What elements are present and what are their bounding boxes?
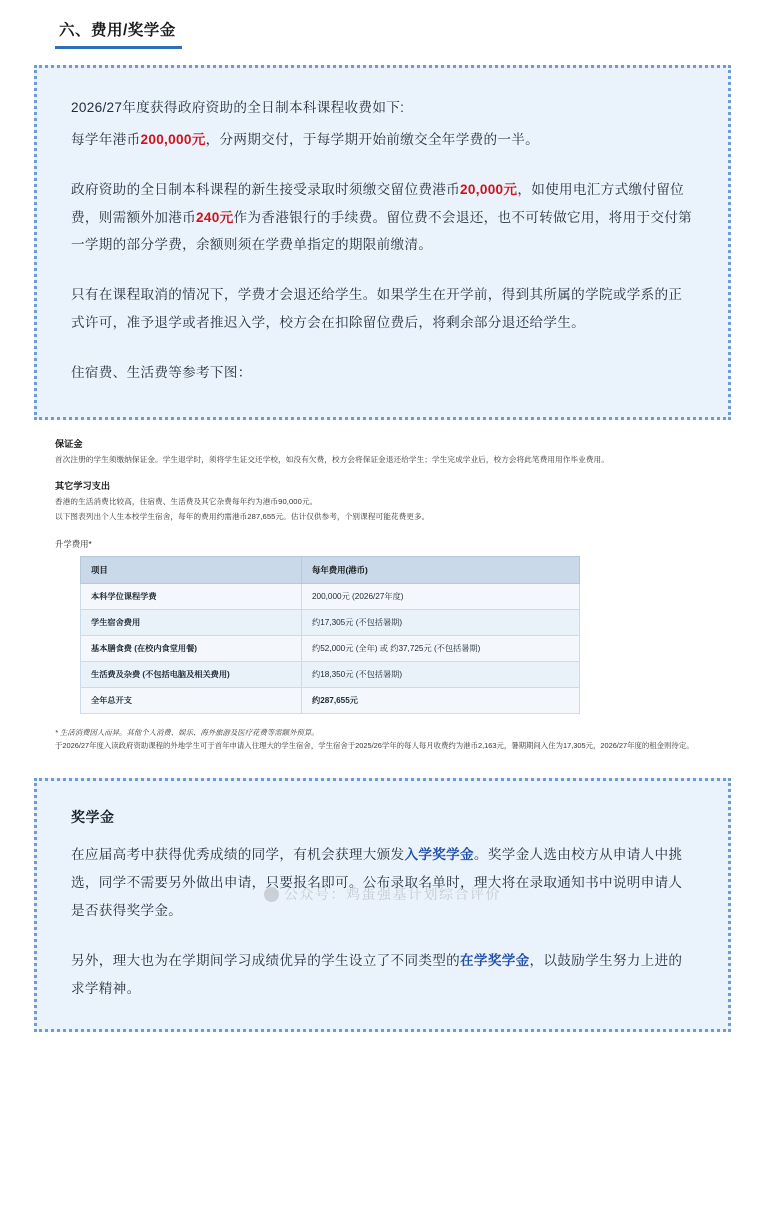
row-amount: 约52,000元 (全年) 或 约37,725元 (不包括暑期) xyxy=(302,635,580,661)
scholarship-text-a: 在应届高考中获得优秀成绩的同学，有机会获理大颁发 xyxy=(71,847,405,863)
fee-note-card xyxy=(34,65,731,420)
deposit-paragraph xyxy=(71,176,694,260)
row-amount: 200,000元 (2026/27年度) xyxy=(302,583,580,609)
table-header-row xyxy=(81,556,580,583)
scholarship-text-d: ，以鼓励学生努力上进的求学精神。 xyxy=(71,952,683,996)
scholarship-card xyxy=(34,778,731,1031)
row-item: 生活费及杂费 (不包括电脑及相关费用) xyxy=(81,661,302,687)
row-item: 全年总开支 xyxy=(81,687,302,713)
deposit-text-a: 政府资助的全日制本科课程的新生接受录取时须缴交留位费港币 xyxy=(71,181,461,197)
fee-intro-line: 2026/27年度获得政府资助的全日制本科课程收费如下: xyxy=(71,100,405,115)
table-row xyxy=(81,661,580,687)
entrance-scholarship-highlight: 入学奖学金 xyxy=(404,847,474,863)
table-row xyxy=(81,635,580,661)
row-item: 本科学位课程学费 xyxy=(81,583,302,609)
watermark-text: 公众号：鸡蛋强基计划综合评价 xyxy=(284,886,501,902)
fee-note-paragraph-2 xyxy=(71,126,694,154)
page-title: 六、费用/奖学金 xyxy=(55,14,182,49)
in-study-scholarship-highlight: 在学奖学金 xyxy=(460,952,530,968)
row-amount: 约17,305元 (不包括暑期) xyxy=(302,609,580,635)
fineprint-block xyxy=(55,436,710,550)
scholarship-text-c: 另外，理大也为在学期间学习成绩优异的学生设立了不同类型的 xyxy=(71,952,461,968)
deposit-text-b: ，如使用电汇方式缴付留位费，则需额外加港币 xyxy=(71,181,685,225)
table-label: 升学费用* xyxy=(55,538,92,549)
scholarship-text-b: 。奖学金人选由校方从申请人中挑选，同学不需要另外做出申请，只要报名即可。公布录取名单时，理大将在录取通知书中说明申请人是否获得奖学金。 xyxy=(71,847,683,919)
refund-paragraph: 只有在课程取消的情况下，学费才会退还给学生。如果学生在开学前，得到其所属的学院或学系的正式许可，准予退学或者推迟入学，校方会在扣除留位费后，将剩余部分退还给学生。 xyxy=(71,287,683,331)
fee-table xyxy=(80,556,580,714)
table-footnotes xyxy=(55,726,710,753)
footnote-2: 于2026/27年度入读政府资助课程的外地学生可于首年申请入住理大的学生宿舍，学生宿舍于2025/26学年的每人每月收费约为港币2,163元，暑期期间入住为17,305元，2026/27年度的租金则待定。 xyxy=(55,741,694,751)
table-header-item: 项目 xyxy=(81,556,302,583)
other-expenses-heading: 其它学习支出 xyxy=(55,481,111,492)
row-amount: 约18,350元 (不包括暑期) xyxy=(302,661,580,687)
fee-note-paragraph-1 xyxy=(71,94,694,122)
row-item: 基本膳食费 (在校内食堂用餐) xyxy=(81,635,302,661)
reference-paragraph: 住宿费、生活费等参考下图： xyxy=(71,365,252,381)
deposit-description: 首次注册的学生须缴纳保证金。学生退学时，须将学生证交还学校，如没有欠费，校方会将保证金退还给学生；学生完成学业后，校方会将此笔费用用作毕业费用。 xyxy=(55,454,609,464)
other-expenses-text-1: 香港的生活消费比较高，住宿费、生活费及其它杂费每年约为港币90,000元。 xyxy=(55,497,318,507)
row-amount: 约287,655元 xyxy=(302,687,580,713)
deposit-amount: 20,000元 xyxy=(460,181,518,197)
table-row-total xyxy=(81,687,580,713)
wire-fee-amount: 240元 xyxy=(196,209,234,225)
annual-fee-amount: 200,000元 xyxy=(140,131,206,147)
annual-fee-suffix: ，分两期交付，于每学期开始前缴交全年学费的一半。 xyxy=(205,131,540,147)
deposit-heading: 保证金 xyxy=(55,438,83,449)
table-header-amount: 每年费用(港币) xyxy=(302,556,580,583)
footnote-1: * 生活消费因人而异。其他个人消费、娱乐、海外旅游及医疗花费等需额外预算。 xyxy=(55,727,319,737)
scholarship-paragraph-2 xyxy=(71,947,694,1003)
other-expenses-text-2: 以下图表列出个人生本校学生宿舍，每年的费用约需港币287,655元。估计仅供参考，个别课程可能花费更多。 xyxy=(55,512,430,522)
table-row xyxy=(81,583,580,609)
scholarship-paragraph-1 xyxy=(71,841,694,925)
row-item: 学生宿舍费用 xyxy=(81,609,302,635)
scholarship-title: 奖学金 xyxy=(71,809,115,826)
deposit-text-c: 作为香港银行的手续费。留位费不会退还，也不可转做它用，将用于交付第一学期的部分学费，余额则须在学费单指定的期限前缴清。 xyxy=(71,209,693,253)
table-row xyxy=(81,609,580,635)
annual-fee-prefix: 每学年港币 xyxy=(71,131,141,147)
